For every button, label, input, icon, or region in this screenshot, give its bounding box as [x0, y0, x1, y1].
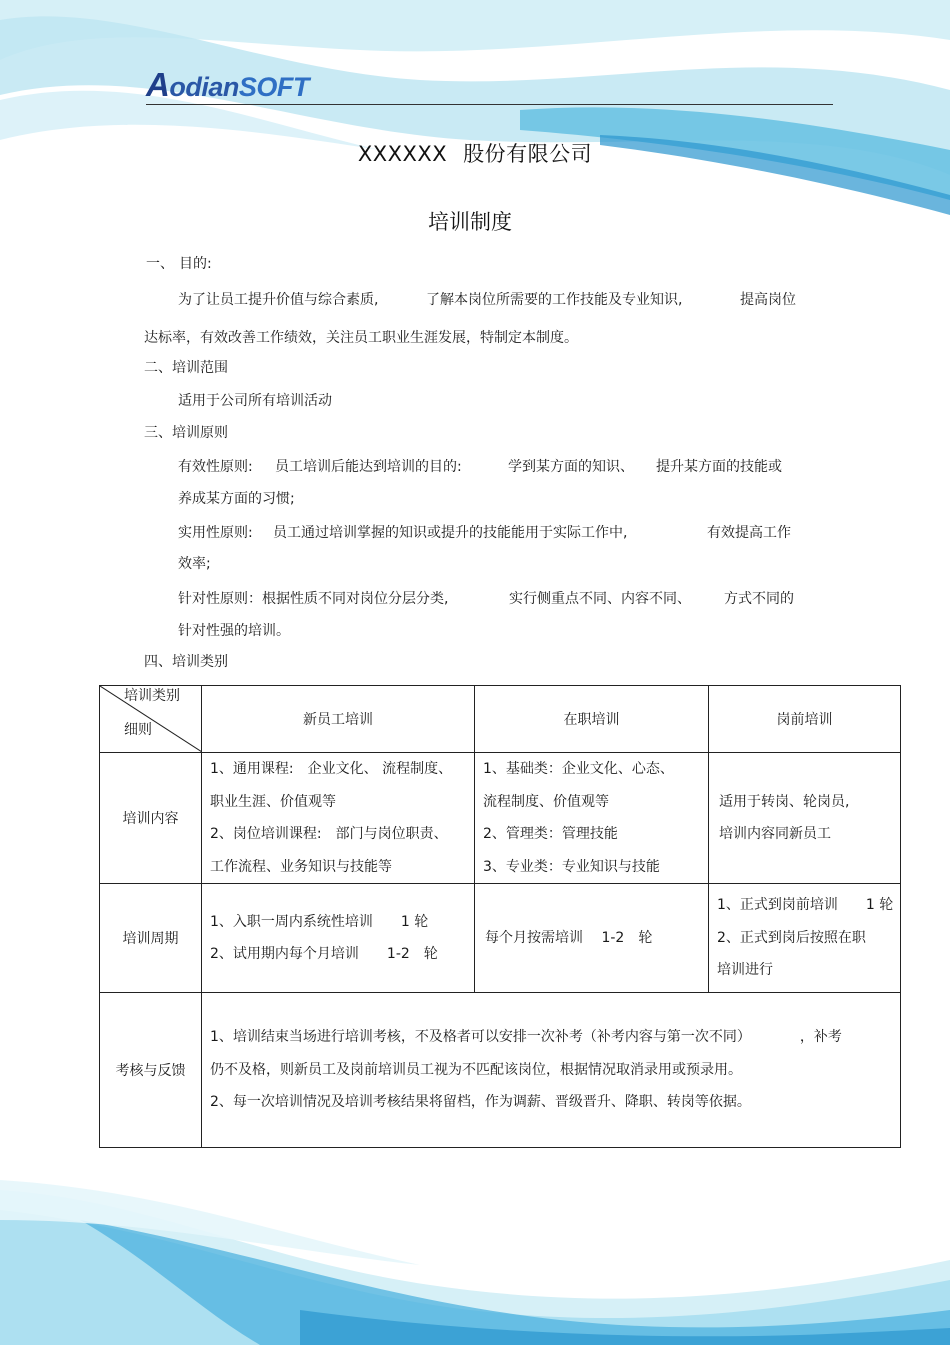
table-cell: 1、正式到岗前培训 1 轮 2、正式到岗后按照在职 培训进行 — [709, 884, 901, 993]
section-2-text: 适用于公司所有培训活动 — [178, 393, 332, 409]
principle-text: 效率; — [178, 556, 211, 572]
header-divider — [146, 104, 833, 105]
section-1-text: 提高岗位 — [740, 292, 796, 308]
principle-text: 针对性强的培训。 — [178, 623, 290, 639]
table-header-row — [100, 686, 901, 753]
section-3-heading: 三、培训原则 — [144, 425, 228, 441]
company-logo: AodianSOFT — [146, 66, 309, 103]
section-2-heading: 二、培训范围 — [144, 360, 228, 376]
table-row — [100, 884, 901, 993]
principle-text: 针对性原则：根据性质不同对岗位分层分类, — [178, 591, 449, 607]
document-title: 培训制度 — [428, 210, 512, 234]
table-cell: 每个月按需培训 1-2 轮 — [475, 884, 709, 993]
company-name: XXXXXX 股份有限公司 — [357, 142, 593, 166]
principle-text: 有效提高工作 — [707, 525, 791, 541]
corner-label-category: 培训类别 — [124, 688, 180, 704]
principle-label: 有效性原则: — [178, 459, 253, 475]
section-1-text: 为了让员工提升价值与综合素质, — [178, 292, 379, 308]
table-row — [100, 993, 901, 1148]
section-1-heading: 目的: — [179, 256, 212, 272]
table-cell: 1、通用课程: 企业文化、 流程制度、 职业生涯、价值观等 2、岗位培训课程: 部门与岗位职责、 工作流程、业务知识与技能等 — [202, 753, 475, 884]
principle-text: 提升某方面的技能或 — [656, 459, 782, 475]
column-header: 岗前培训 — [709, 686, 901, 753]
section-1-text: 了解本岗位所需要的工作技能及专业知识, — [426, 292, 683, 308]
principle-text: 养成某方面的习惯; — [178, 491, 295, 507]
principle-text: 实行侧重点不同、内容不同、 — [509, 591, 691, 607]
table-row — [100, 753, 901, 884]
principle-text: 员工通过培训掌握的知识或提升的技能能用于实际工作中, — [273, 525, 628, 541]
row-header: 考核与反馈 — [100, 993, 202, 1148]
table-cell: 适用于转岗、轮岗员, 培训内容同新员工 — [709, 753, 901, 884]
table-cell: 1、入职一周内系统性培训 1 轮 2、试用期内每个月培训 1-2 轮 — [202, 884, 475, 993]
principle-text: 方式不同的 — [724, 591, 794, 607]
row-header: 培训周期 — [100, 884, 202, 993]
section-1-text: 达标率，有效改善工作绩效，关注员工职业生涯发展，特制定本制度。 — [144, 330, 578, 346]
corner-cell — [100, 686, 202, 753]
footer-wave-decoration — [0, 1150, 950, 1345]
principle-text: 学到某方面的知识、 — [508, 459, 634, 475]
table-cell-merged: 1、培训结束当场进行培训考核，不及格者可以安排一次补考（补考内容与第一次不同） ，补考 仍不及格，则新员工及岗前培训员工视为不匹配该岗位，根据情况取消录用或预录用。 2、每一次培训情况及培训考核结果将留档，作为调薪、晋级晋升、降职、转岗等依据。 — [202, 993, 901, 1148]
training-table — [99, 685, 901, 1148]
section-1-number: 一、 — [146, 256, 174, 272]
column-header: 新员工培训 — [202, 686, 475, 753]
principle-text: 员工培训后能达到培训的目的: — [275, 459, 462, 475]
corner-label-details: 细则 — [124, 722, 152, 738]
table-cell: 1、基础类：企业文化、心态、 流程制度、价值观等 2、管理类：管理技能 3、专业类：专业知识与技能 — [475, 753, 709, 884]
section-4-heading: 四、培训类别 — [144, 654, 228, 670]
principle-label: 实用性原则: — [178, 525, 253, 541]
header-wave-decoration — [0, 0, 950, 230]
column-header: 在职培训 — [475, 686, 709, 753]
row-header: 培训内容 — [100, 753, 202, 884]
